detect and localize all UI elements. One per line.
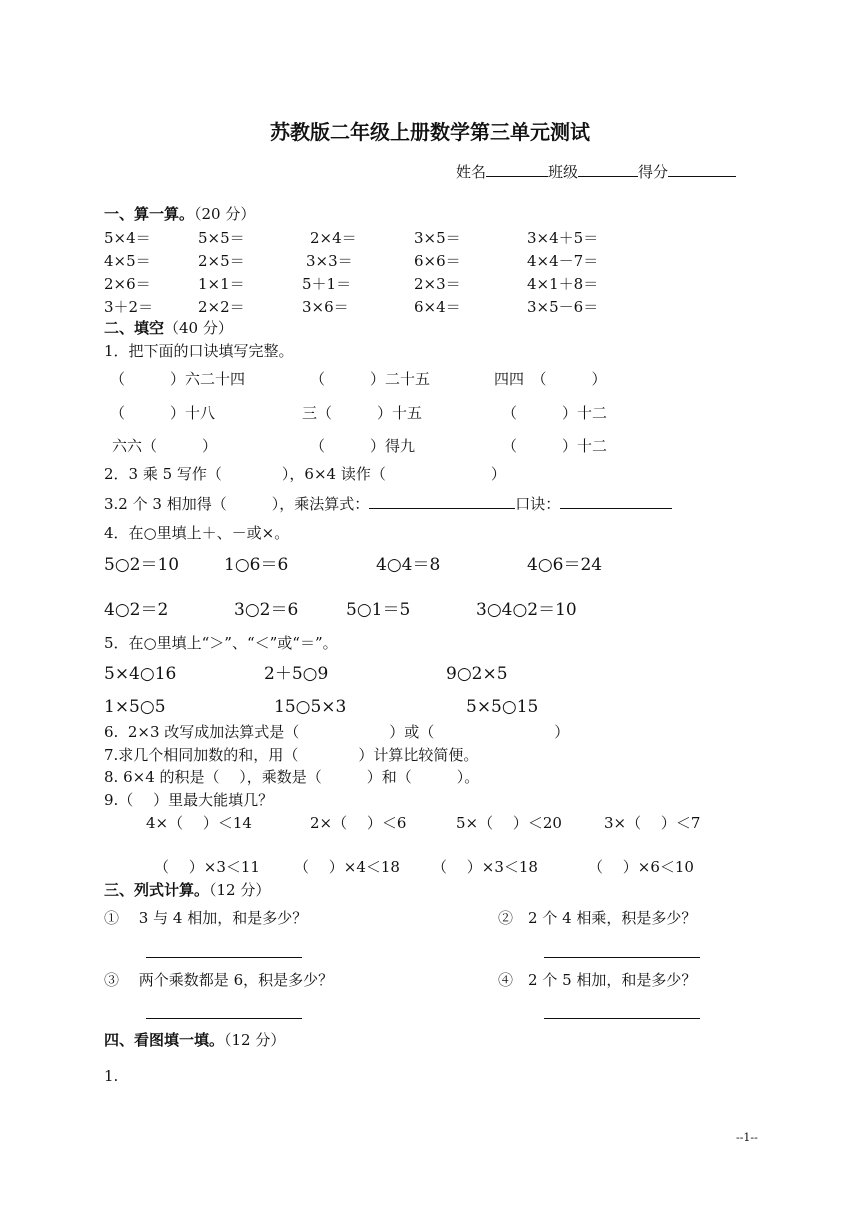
section-2-points: （40 分） [164, 319, 233, 337]
s3-answer-line-3[interactable] [146, 1018, 302, 1019]
s3-item-2-num: ② [498, 909, 514, 927]
s3-item-2 [498, 908, 696, 928]
s3-item-1 [104, 908, 307, 928]
q4-r1c2: 5○1＝5 [346, 600, 411, 620]
q1-r1c0: （ ）十八 [110, 404, 216, 422]
page-title: 苏教版二年级上册数学第三单元测试 [270, 120, 590, 144]
q9-text: 9.（ ）里最大能填几？ [104, 791, 274, 809]
calc-r2c4: 4×1＋8＝ [527, 275, 599, 293]
calc-r0c3: 3×5＝ [414, 229, 461, 247]
class-label: 班级 [548, 163, 579, 181]
calc-r1c0: 4×5＝ [104, 252, 151, 270]
calc-r1c2: 3×3＝ [306, 252, 353, 270]
q5-text: 5．在○里填上“＞”、“＜”或“＝”。 [104, 634, 338, 652]
score-blank[interactable] [668, 162, 736, 177]
s4-q1: 1. [104, 1067, 119, 1085]
s3-item-3-text: 两个乘数都是 6，积是多少？ [138, 971, 334, 989]
q4-text: 4．在○里填上＋、－或×。 [104, 524, 290, 542]
section-1-heading [104, 204, 255, 224]
section-2-title: 二、填空 [104, 319, 165, 337]
s3-item-4-text: 2 个 5 相加，和是多少？ [528, 971, 697, 989]
section-4-points: （12 分） [224, 1031, 286, 1049]
q8-text: 8. 6×4 的积是（ ），乘数是（ ）和（ ）。 [104, 768, 480, 786]
calc-r0c1: 5×5＝ [198, 229, 245, 247]
section-4-heading [104, 1030, 285, 1050]
calc-r0c2: 2×4＝ [310, 229, 357, 247]
q5-r1c0: 1×5○5 [104, 697, 166, 717]
s3-item-3-num: ③ [104, 971, 120, 989]
q1-r2c1: （ ）得九 [310, 437, 416, 455]
calc-r3c0: 3＋2＝ [104, 298, 154, 316]
q5-r1c1: 15○5×3 [274, 697, 347, 717]
s3-item-4 [498, 970, 696, 990]
page-number: --1-- [736, 1131, 758, 1144]
q4-r0c2: 4○4＝8 [376, 555, 441, 575]
q6-text: 6. 2×3 改写成加法算式是（ ）或（ ） [104, 723, 570, 741]
name-label: 姓名 [456, 163, 487, 181]
student-info [456, 162, 736, 182]
s3-item-2-text: 2 个 4 相乘，积是多少？ [528, 909, 697, 927]
class-blank[interactable] [578, 162, 638, 177]
section-4-title: 四、看图填一填。 [104, 1031, 225, 1049]
q3-part-b: 口诀： [515, 495, 561, 513]
calc-r0c0: 5×4＝ [104, 229, 151, 247]
q5-r0c0: 5×4○16 [104, 664, 177, 684]
s3-item-4-num: ④ [498, 971, 514, 989]
q9-r1c1: （ ）×4＜18 [294, 858, 400, 876]
q4-r0c3: 4○6＝24 [527, 555, 603, 575]
q3-part-a: 3.2 个 3 相加得（ ），乘法算式： [104, 495, 370, 513]
q3-formula-blank[interactable] [369, 494, 515, 509]
section-1-title: 一、算一算。 [104, 205, 195, 223]
q3-text [104, 494, 672, 514]
q5-r0c1: 2＋5○9 [264, 664, 329, 684]
q9-r1c2: （ ）×3＜18 [432, 858, 538, 876]
q1-r0c2: 四四 （ ） [494, 370, 607, 388]
q9-r0c1: 2×（ ）＜6 [310, 814, 407, 832]
q4-r1c0: 4○2＝2 [104, 600, 169, 620]
calc-r2c0: 2×6＝ [104, 275, 151, 293]
calc-r2c2: 5＋1＝ [302, 275, 352, 293]
q4-r1c1: 3○2＝6 [234, 600, 299, 620]
calc-r3c4: 3×5－6＝ [527, 298, 599, 316]
section-3-title: 三、列式计算。 [104, 881, 210, 899]
q5-r0c2: 9○2×5 [446, 664, 508, 684]
q9-r0c0: 4×（ ）＜14 [146, 814, 252, 832]
q3-rhyme-blank[interactable] [560, 494, 672, 509]
q7-text: 7.求几个相同加数的和，用（ ）计算比较简便。 [104, 746, 479, 764]
calc-r0c4: 3×4＋5＝ [527, 229, 599, 247]
calc-r3c2: 3×6＝ [302, 298, 349, 316]
s3-item-1-text: 3 与 4 相加，和是多少？ [138, 909, 308, 927]
q9-r0c2: 5×（ ）＜20 [456, 814, 562, 832]
section-3-points: （12 分） [209, 881, 271, 899]
calc-r3c1: 2×2＝ [198, 298, 245, 316]
q4-r1c3: 3○4○2＝10 [476, 600, 577, 620]
calc-r2c3: 2×3＝ [414, 275, 461, 293]
q1-r2c2: （ ）十二 [502, 437, 608, 455]
calc-r1c3: 6×6＝ [414, 252, 461, 270]
q9-r1c0: （ ）×3＜11 [154, 858, 260, 876]
section-2-heading [104, 318, 233, 338]
s3-item-3 [104, 970, 333, 990]
q1-r0c1: （ ）二十五 [310, 370, 431, 388]
q1-r0c0: （ ）六二十四 [110, 370, 246, 388]
q1-r2c0: 六六（ ） [112, 437, 218, 455]
q1-r1c2: （ ）十二 [502, 404, 608, 422]
name-blank[interactable] [486, 162, 548, 177]
q9-r0c3: 3×（ ）＜7 [604, 814, 701, 832]
s3-answer-line-4[interactable] [544, 1018, 700, 1019]
q9-r1c3: （ ）×6＜10 [588, 858, 694, 876]
q2-text: 2．3 乘 5 写作（ ），6×4 读作（ ） [104, 465, 506, 483]
section-3-heading [104, 880, 270, 900]
q4-r0c1: 1○6＝6 [224, 555, 289, 575]
calc-r3c3: 6×4＝ [414, 298, 461, 316]
q5-r1c2: 5×5○15 [466, 697, 539, 717]
s3-answer-line-1[interactable] [146, 957, 302, 958]
calc-r1c4: 4×4－7＝ [527, 252, 599, 270]
section-1-points: （20 分） [194, 205, 256, 223]
q4-r0c0: 5○2＝10 [104, 555, 180, 575]
score-label: 得分 [638, 163, 669, 181]
q1-text: 1．把下面的口诀填写完整。 [104, 342, 294, 360]
q1-r1c1: 三（ ）十五 [302, 404, 423, 422]
s3-answer-line-2[interactable] [544, 957, 700, 958]
s3-item-1-num: ① [104, 909, 120, 927]
calc-r1c1: 2×5＝ [198, 252, 245, 270]
calc-r2c1: 1×1＝ [198, 275, 245, 293]
